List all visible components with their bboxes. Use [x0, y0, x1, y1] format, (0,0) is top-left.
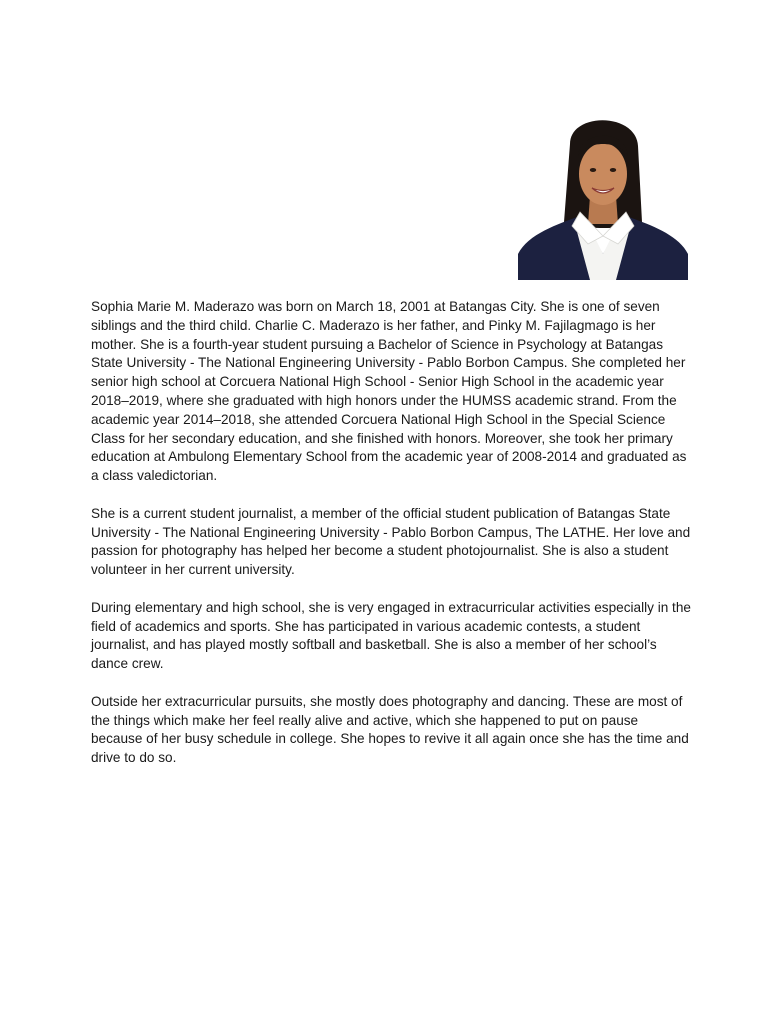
face [579, 143, 627, 205]
bio-paragraph: She is a current student journalist, a member of the official student publication of Batangas State University - The National Engineering University - Pablo Borbon Campus, The LATHE. Her love and passion for photography has helped her become a student photojournalist. She is also a student volunteer in her current university. [91, 505, 691, 578]
portrait-photo [518, 104, 688, 280]
right-eye [610, 168, 616, 172]
bio-paragraph: Sophia Marie M. Maderazo was born on March 18, 2001 at Batangas City. She is one of seven siblings and the third child. Charlie C. Maderazo is her father, and Pinky M. Fajilagmago is her mother. She is a fourth-year student pursuing a Bachelor of Science in Psychology at Batangas State University - The National Engineering University - Pablo Borbon Campus. She completed her senior high school at Corcuera National High School - Senior High School in the academic year 2018–2019, where she graduated with high honors under the HUMSS academic strand. From the academic year 2014–2018, she attended Corcuera National High School in the Special Science Class for her secondary education, and she finished with honors. Moreover, she took her primary education at Ambulong Elementary School from the academic year of 2008-2014 and graduated as a class valedictorian. [91, 299, 687, 484]
biography-text [91, 298, 691, 787]
bio-paragraph: During elementary and high school, she is very engaged in extracurricular activities especially in the field of academics and sports. She has participated in various academic contests, a student journalist, and has played mostly softball and basketball. She is also a member of her school’s dance crew. [91, 599, 691, 672]
portrait-illustration [518, 104, 688, 280]
left-eye [590, 168, 596, 172]
bio-paragraph: Outside her extracurricular pursuits, she mostly does photography and dancing. These are most of the things which make her feel really alive and active, which she happened to put on pause because of her busy schedule in college. She hopes to revive it all again once she has the time and drive to do so. [91, 693, 689, 766]
